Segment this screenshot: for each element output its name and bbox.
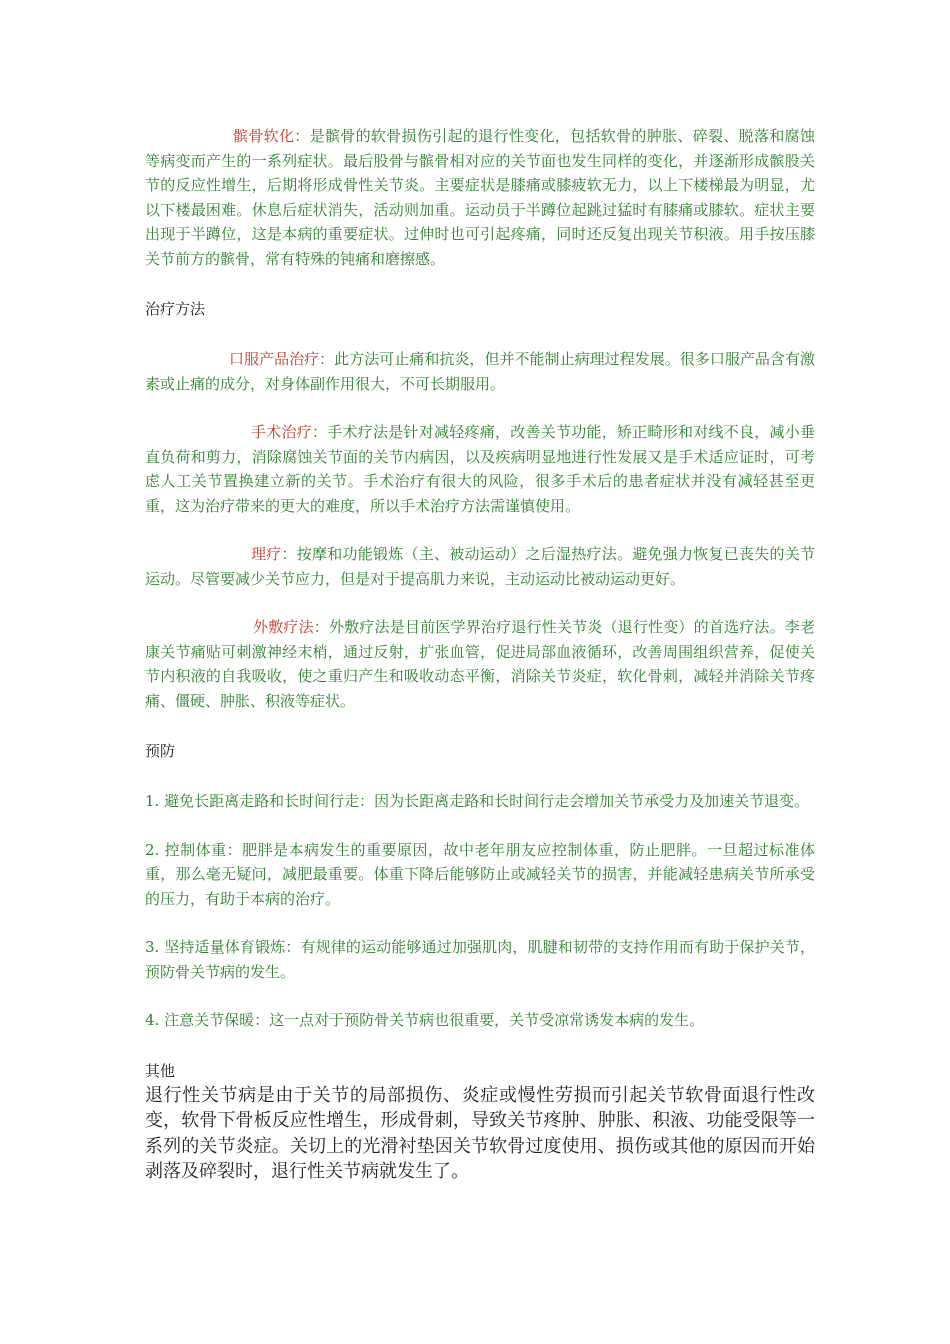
- patella-paragraph: [145, 124, 815, 271]
- other-paragraph: 退行性关节病是由于关节的局部损伤、炎症或慢性劳损而引起关节软骨面退行性改变，软骨下骨板反应性增生，形成骨刺，导致关节疼肿、肿胀、积液、功能受限等一系列的关节炎症。关切上的光滑衬垫因关节软骨过度使用、损伤或其他的原因而开始剥落及碎裂时，退行性关节病就发生了。: [145, 1084, 815, 1182]
- patella-text: ：是髌骨的软骨损伤引起的退行性变化，包括软骨的肿胀、碎裂、脱落和腐蚀等病变而产生的一系列症状。最后股骨与髌骨相对应的关节面也发生同样的变化，并逐渐形成髌股关节的反应性增生，后期将形成骨性关节炎。主要症状是膝痛或膝疲软无力，以上下楼梯最为明显，尤以下楼最困难。休息后症状消失，活动则加重。运动员于半蹲位起跳过猛时有膝痛或膝软。症状主要出现于半蹲位，这是本病的重要症状。过伸时也可引起疼痛，同时还反复出现关节积液。用手按压膝关节前方的髌骨，常有特殊的钝痛和磨擦感。: [145, 127, 815, 268]
- physio-term: 理疗: [251, 545, 282, 563]
- external-paragraph: [145, 615, 815, 713]
- treatment-heading: 治疗方法: [145, 300, 206, 318]
- physio-text: ：按摩和功能锻炼（主、被动运动）之后湿热疗法。避免强力恢复已丧失的关节运动。尽管要减少关节应力，但是对于提高肌力来说，主动运动比被动运动更好。: [145, 545, 815, 588]
- prevention-item-1: 1. 避免长距离走路和长时间行走：因为长距离走路和长时间行走会增加关节承受力及加速关节退变。: [145, 792, 810, 810]
- oral-term: 口服产品治疗: [229, 350, 320, 368]
- external-text: ：外敷疗法是目前医学界治疗退行性关节炎（退行性变）的首选疗法。李老康关节痛贴可刺激神经末梢，通过反射，扩张血管，促进局部血液循环，改善周围组织营养，促使关节内积液的自我吸收，使之重归产生和吸收动态平衡，消除关节炎症，软化骨刺，减轻并消除关节疼痛、僵硬、肿胀、积液等症状。: [145, 618, 815, 710]
- document-page: [145, 124, 815, 1185]
- oral-text: ：此方法可止痛和抗炎，但并不能制止病理过程发展。很多口服产品含有激素或止痛的成分，对身体副作用很大，不可长期服用。: [145, 350, 815, 393]
- prevention-item-2: 2. 控制体重：肥胖是本病发生的重要原因，故中老年朋友应控制体重，防止肥胖。一旦超过标准体重，那么毫无疑问，减肥最重要。体重下降后能够防止或减轻关节的损害，并能减轻患病关节所承受的压力，有助于本病的治疗。: [145, 840, 815, 908]
- prevention-item-3: 3. 坚持适量体育锻炼：有规律的运动能够通过加强肌肉，肌腱和韧带的支持作用而有助于保护关节，预防骨关节病的发生。: [145, 938, 815, 981]
- other-heading: 其他: [145, 1061, 176, 1080]
- surgery-paragraph: [145, 420, 815, 518]
- surgery-term: 手术治疗: [251, 423, 312, 441]
- physio-paragraph: [145, 542, 815, 591]
- oral-paragraph: [145, 347, 815, 396]
- patella-term: 髌骨软化: [233, 127, 295, 145]
- surgery-text: ：手术疗法是针对减轻疼痛，改善关节功能，矫正畸形和对线不良，减小垂直负荷和剪力，消除腐蚀关节面的关节内病因，以及疾病明显地进行性发展又是手术适应证时，可考虑人工关节置换建立新的关节。手术治疗有很大的风险，很多手术后的患者症状并没有减轻甚至更重，这为治疗带来的更大的难度，所以手术治疗方法需谨慎使用。: [145, 423, 815, 515]
- prevention-heading: 预防: [145, 742, 176, 760]
- prevention-item-4: 4. 注意关节保暖：这一点对于预防骨关节病也很重要，关节受凉常诱发本病的发生。: [145, 1011, 705, 1029]
- external-term: 外敷疗法: [253, 618, 314, 636]
